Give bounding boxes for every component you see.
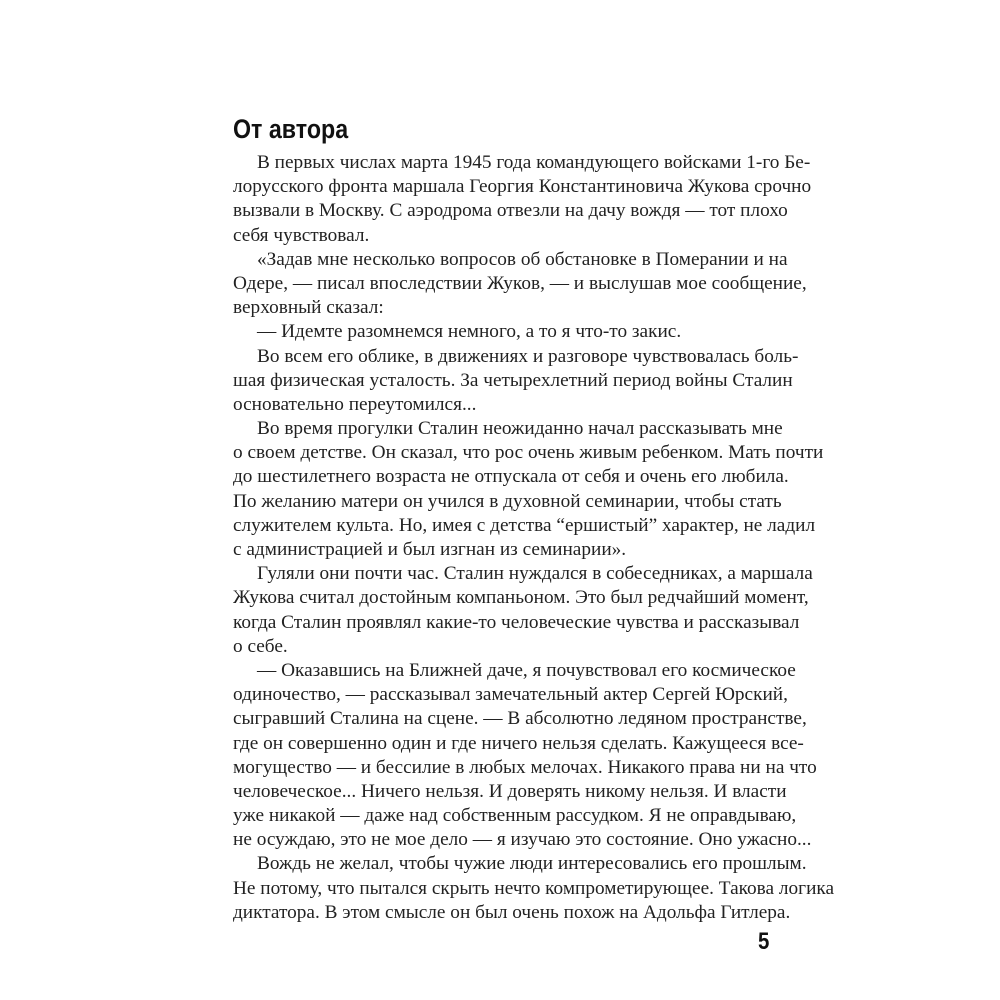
text-line: когда Сталин проявлял какие-то человеческие чувства и рассказывал <box>233 611 800 633</box>
text-line: — Оказавшись на Ближней даче, я почувствовал его космическое <box>257 659 796 681</box>
text-line: Не потому, что пытался скрыть нечто компрометирующее. Такова логика <box>233 877 835 899</box>
text-line: сыгравший Сталина на сцене. — В абсолютно ледяном пространстве, <box>233 708 807 730</box>
text-line: верховный сказал: <box>233 297 384 319</box>
text-line: о своем детстве. Он сказал, что рос очень живым ребенком. Мать почти <box>233 442 824 464</box>
text-line: уже никакой — даже над собственным рассудком. Я не оправдываю, <box>233 805 797 827</box>
page-title: От автора <box>233 114 349 144</box>
paragraph <box>233 562 813 659</box>
text-line: Жукова считал достойным компаньоном. Это был редчайший момент, <box>233 587 809 609</box>
text-line: Гуляли они почти час. Сталин нуждался в собеседниках, а маршала <box>257 563 813 585</box>
text-line: себя чувствовал. <box>233 224 370 246</box>
text-line: не осуждаю, это не мое дело — я изучаю это состояние. Оно ужасно... <box>233 829 812 851</box>
text-line: могущество — и бессилие в любых мелочах. Никакого права ни на что <box>233 756 817 778</box>
paragraph <box>233 248 807 321</box>
paragraph <box>233 345 799 418</box>
text-line: Вождь не желал, чтобы чужие люди интересовались его прошлым. <box>257 853 807 875</box>
text-line: — Идемте разомнемся немного, а то я что-то закис. <box>257 321 682 343</box>
text-line: с администрацией и был изгнан из семинарии». <box>233 539 627 560</box>
text-line: вызвали в Москву. С аэродрома отвезли на дачу вождя — тот плохо <box>233 200 788 222</box>
text-line: основательно переутомился... <box>233 393 477 415</box>
text-line: Во время прогулки Сталин неожиданно начал рассказывать мне <box>257 418 783 440</box>
text-line: лорусского фронта маршала Георгия Константиновича Жукова срочно <box>233 176 812 198</box>
text-line: о себе. <box>233 635 288 657</box>
paragraph <box>233 151 812 248</box>
text-line: где он совершенно один и где ничего нельзя сделать. Кажущееся все- <box>233 732 804 754</box>
paragraph <box>233 852 835 925</box>
paragraph <box>233 417 824 562</box>
text-line: шая физическая усталость. За четырехлетний период войны Сталин <box>233 369 793 391</box>
text-line: По желанию матери он учился в духовной семинарии, чтобы стать <box>233 490 782 512</box>
text-line: «Задав мне несколько вопросов об обстановке в Померании и на <box>257 248 788 270</box>
body-text <box>233 151 835 925</box>
text-line: человеческое... Ничего нельзя. И доверять никому нельзя. И власти <box>233 780 787 802</box>
text-line: В первых числах марта 1945 года командующего войсками 1-го Бе- <box>257 152 811 173</box>
paragraph <box>233 320 767 344</box>
text-line: служителем культа. Но, имея с детства “ершистый” характер, не ладил <box>233 514 816 536</box>
text-line: диктатора. В этом смысле он был очень похож на Адольфа Гитлера. <box>233 901 791 923</box>
text-line: Одере, — писал впоследствии Жуков, — и выслушав мое сообщение, <box>233 272 807 294</box>
text-line: Во всем его облике, в движениях и разговоре чувствовалась боль- <box>257 345 799 367</box>
text-line: одиночество, — рассказывал замечательный актер Сергей Юрский, <box>233 684 788 706</box>
page-number: 5 <box>758 928 770 955</box>
text-line: до шестилетнего возраста не отпускала от себя и очень его любила. <box>233 466 789 488</box>
paragraph <box>233 659 817 853</box>
